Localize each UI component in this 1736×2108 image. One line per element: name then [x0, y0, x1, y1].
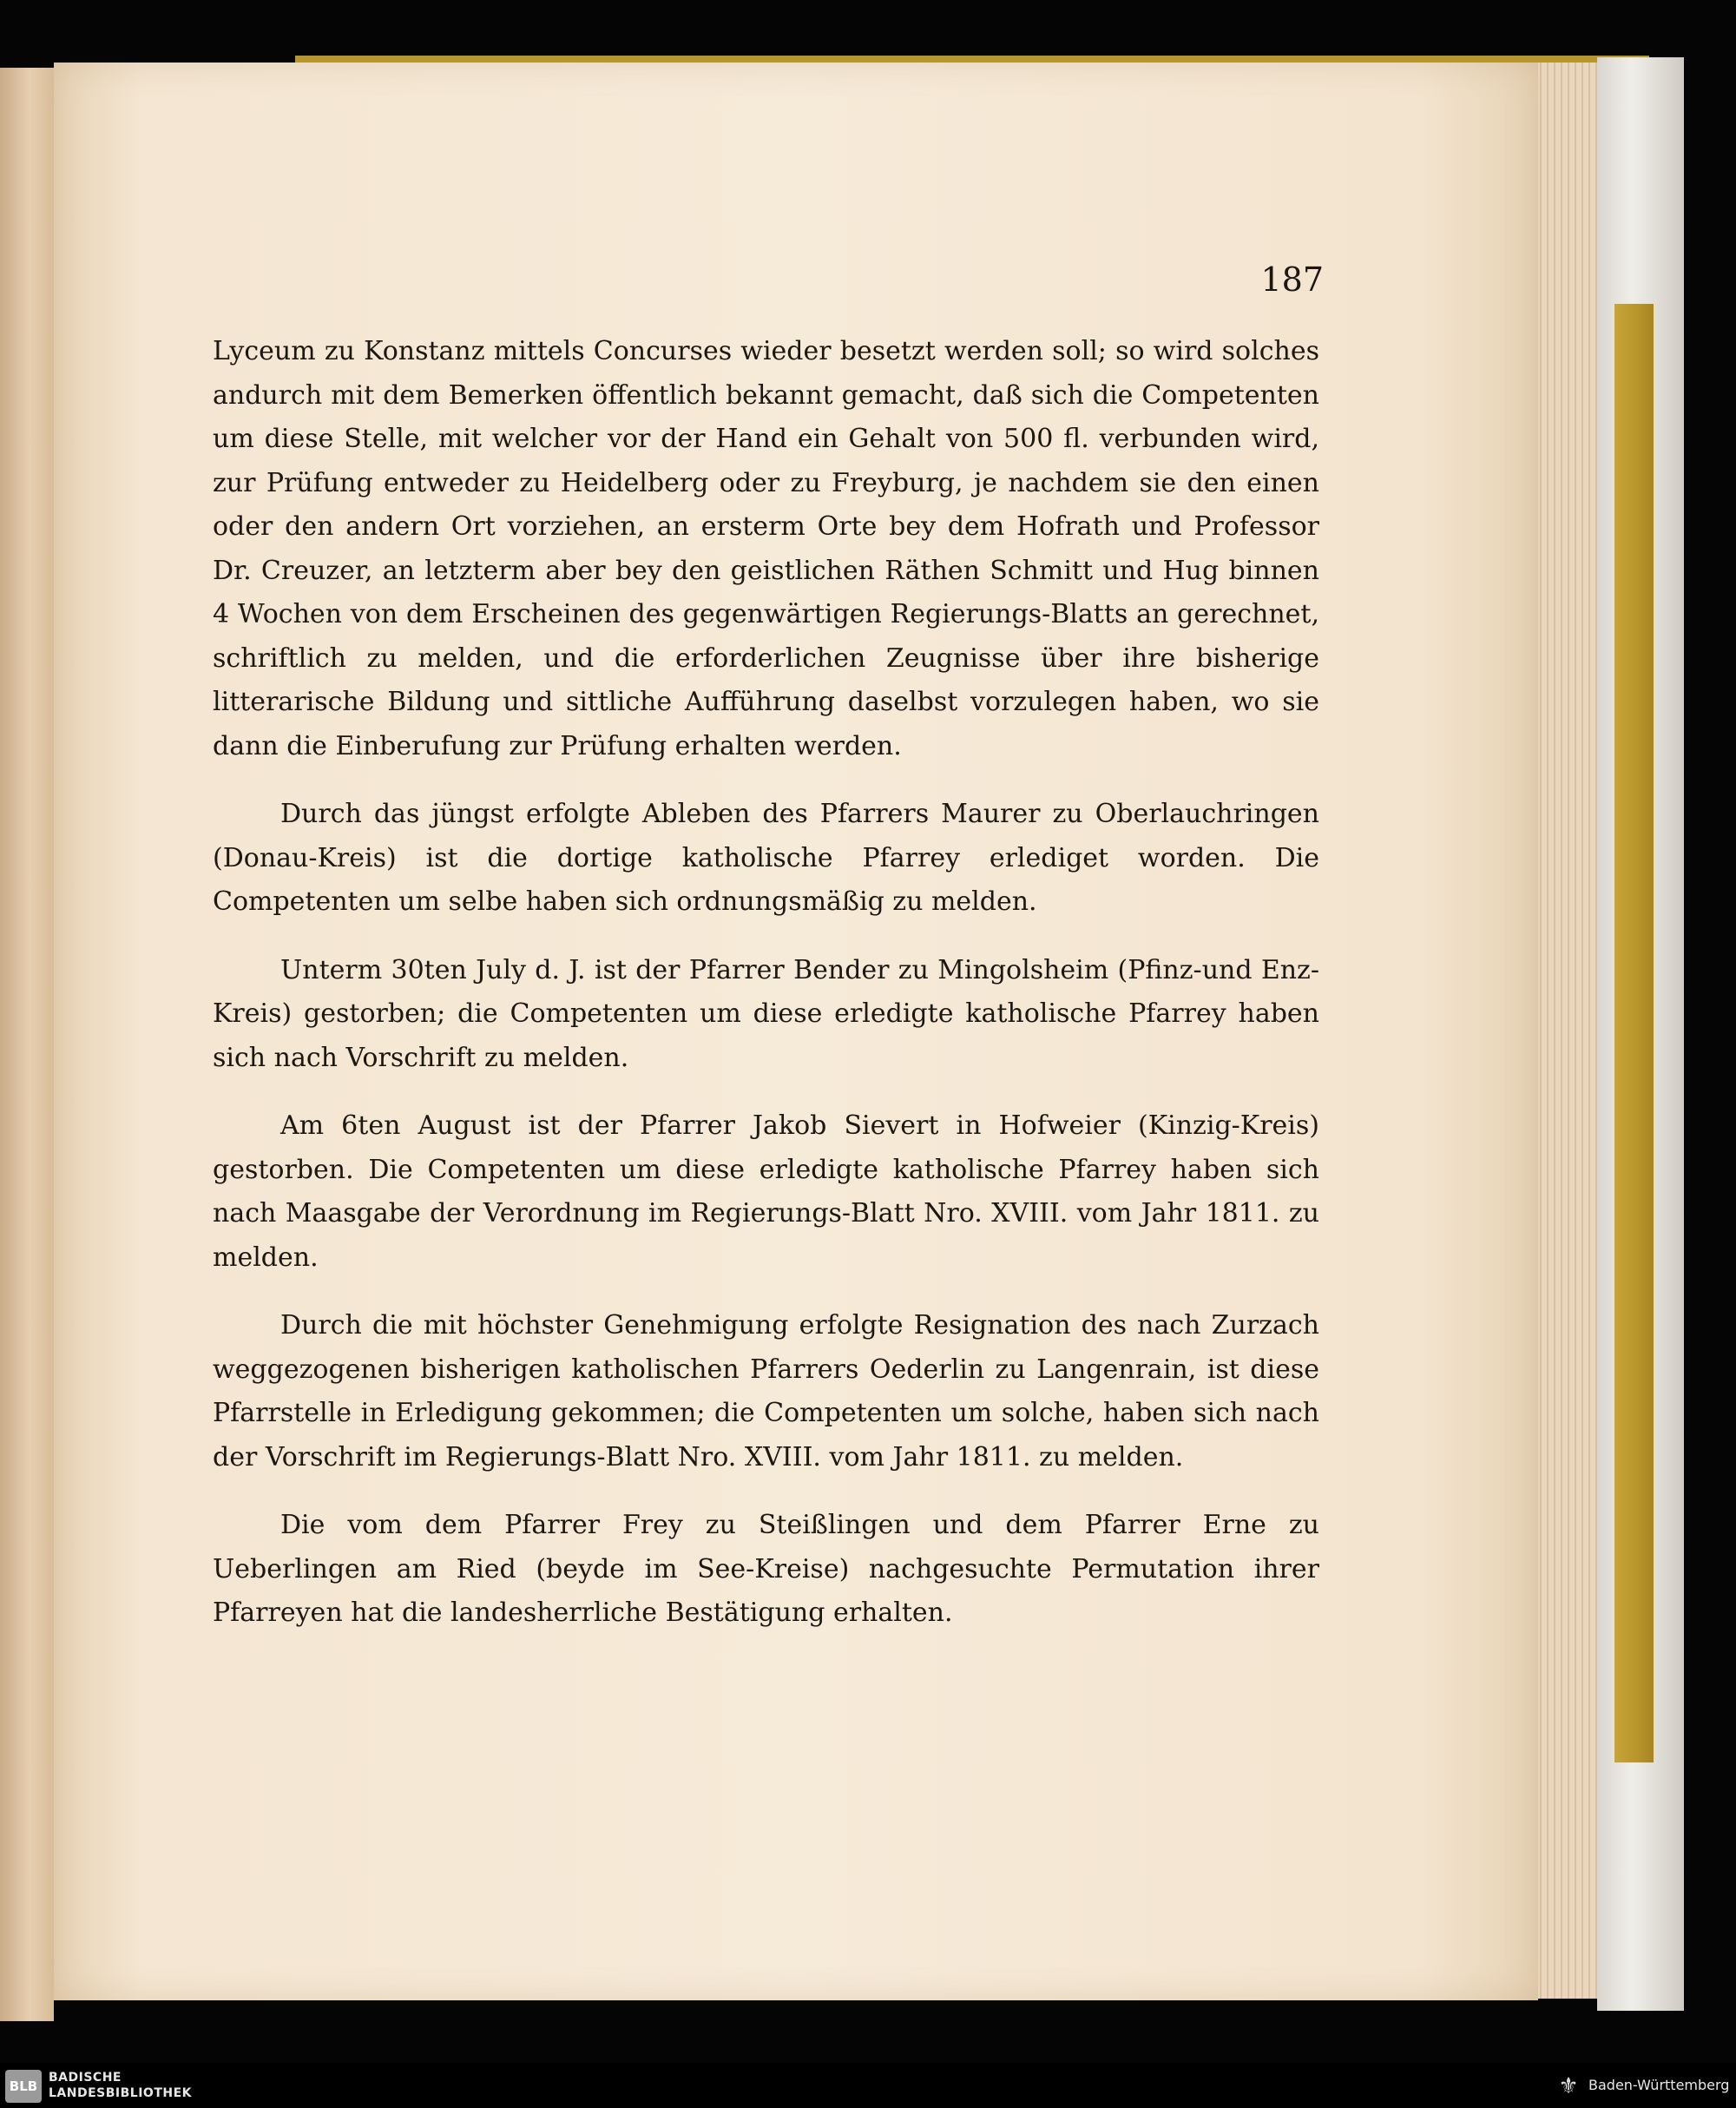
paragraph-2: Durch das jüngst erfolgte Ableben des Pfarrers Maurer zu Oberlauchringen (Donau-Kreis) ist die dortige katholische Pfarrey erlediget worden. Die Competenten um selbe haben sich ordnungsmäßig zu melden. [213, 799, 1319, 917]
library-name-line-2: LANDESBIBLIOTHEK [49, 2086, 193, 2100]
page-number: 187 [1260, 260, 1324, 299]
cover-yellow-edge [1614, 304, 1654, 1762]
state-coat-of-arms-icon[interactable]: ⚜ [1558, 2073, 1579, 2099]
library-name[interactable] [49, 2070, 192, 2101]
paragraph-6: Die vom dem Pfarrer Frey zu Steißlingen und dem Pfarrer Erne zu Ueberlingen am Ried (beyde im See-Kreise) nachgesuchte Permutation ihrer Pfarreyen hat die landesherrliche Bestätigung erhalten. [213, 1510, 1319, 1628]
paragraph-1: Lyceum zu Konstanz mittels Concurses wieder besetzt werden soll; so wird solches andurch mit dem Bemerken öffentlich bekannt gemacht, daß sich die Competenten um diese Stelle, mit welcher vor der Hand ein Gehalt von 500 fl. verbunden wird, zur Prüfung entweder zu Heidelberg oder zu Freyburg, je nachdem sie den einen oder den andern Ort vorziehen, an ersterm Orte bey dem Hofrath und Professor Dr. Creuzer, an letzterm aber bey den geistlichen Räthen Schmitt und Hug binnen 4 Wochen von dem Erscheinen des gegenwärtigen Regierungs-Blatts an gerechnet, schriftlich zu melden, und die erforderlichen Zeugnisse über ihre bisherige litterarische Bildung und sittliche Aufführung daselbst vorzulegen haben, wo sie dann die Einberufung zur Prüfung erhalten werden. [213, 336, 1319, 761]
paragraph-5: Durch die mit höchster Genehmigung erfolgte Resignation des nach Zurzach weggezogenen bisherigen katholischen Pfarrers Oederlin zu Langenrain, ist diese Pfarrstelle in Erledigung gekommen; die Competenten um solche, haben sich nach der Vorschrift im Regierungs-Blatt Nro. XVIII. vom Jahr 1811. zu melden. [213, 1310, 1319, 1472]
paragraph-4: Am 6ten August ist der Pfarrer Jakob Sievert in Hofweier (Kinzig-Kreis) gestorben. Die Competenten um diese erledigte katholische Pfarrey haben sich nach Maasgabe der Verordnung im Regierungs-Blatt Nro. XVIII. vom Jahr 1811. zu melden. [213, 1110, 1319, 1273]
facing-page-edge [0, 68, 54, 2021]
page-edges [1528, 63, 1597, 1999]
library-name-line-1: BADISCHE [49, 2071, 122, 2085]
page-text [213, 330, 1319, 1660]
paragraph-3: Unterm 30ten July d. J. ist der Pfarrer Bender zu Mingolsheim (Pfinz-und Enz-Kreis) gestorben; die Competenten um diese erledigte katholische Pfarrey haben sich nach Vorschrift zu melden. [213, 954, 1319, 1073]
state-label[interactable]: Baden-Württemberg [1588, 2077, 1730, 2093]
viewer-footer [0, 2063, 1736, 2108]
blb-logo-icon[interactable]: BLB [5, 2070, 42, 2103]
